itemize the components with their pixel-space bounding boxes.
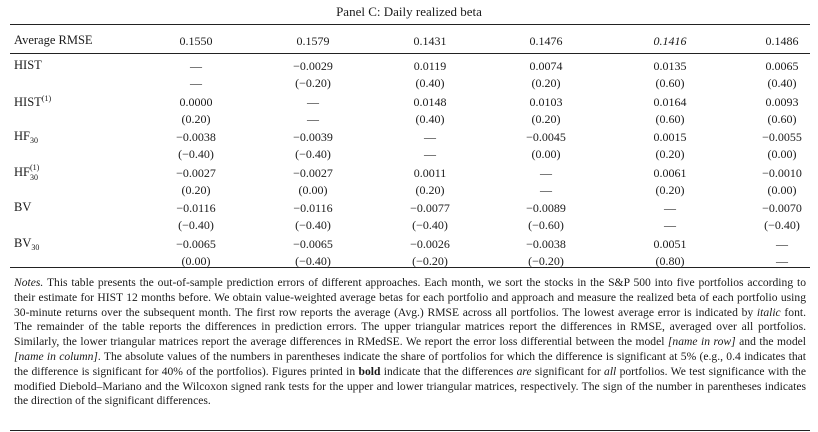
table-cell-value: 0.0164 [653,95,687,109]
table-cell-share: (−0.40) [295,254,331,268]
table-cell-share: — [540,183,552,197]
table-cell-value: −0.0055 [762,130,802,144]
table-cell-share: (0.20) [531,76,561,90]
table-cell-share: (0.00) [767,183,797,197]
table-cell-value: −0.0027 [176,166,216,180]
average-rmse-row [0,33,818,49]
row-label-text: HIST [14,95,42,109]
notes-bold-word: bold [358,364,381,378]
table-cell-share: (0.00) [767,147,797,161]
table-cell-share: (0.40) [767,76,797,90]
table-cell-value: 0.0119 [413,59,447,73]
row-label-text: HIST [14,58,42,72]
table-notes [14,276,806,409]
row-label-text: BV [14,200,32,214]
average-rmse-label: Average RMSE [14,33,93,47]
row-label-subscript: 30 [29,136,38,145]
table-cell-share: (−0.40) [178,147,214,161]
table-cell-value: 0.0061 [653,166,687,180]
header-rule [10,53,810,54]
table-cell-share: (0.60) [767,112,797,126]
table-cell-share: (0.60) [655,76,685,90]
table-cell-value: 0.0093 [765,95,799,109]
table-cell-value: 0.0103 [529,95,563,109]
table-cell-share: (0.20) [655,183,685,197]
row-label-text: BV [14,236,32,250]
row-label-superscript: (1) [29,163,40,172]
table-cell-share: (0.60) [655,112,685,126]
avg-rmse-hf30-1: 0.1476 [529,34,563,48]
table-cell-value: — [664,201,676,215]
avg-rmse-hist1: 0.1579 [296,34,330,48]
table-cell-share: (−0.40) [295,147,331,161]
table-cell-value: — [776,237,788,251]
row-label-text: HF [14,129,30,143]
notes-text-7: portfolios. We test significance with the modified Diebold–Mariano and the Wilcoxon signed rank tests for the upper and lower triangular matrices, respectively. The sign of the number in parentheses indicates the direction of the significant differences. [14,364,806,408]
avg-rmse-hist: 0.1550 [179,34,213,48]
table-cell-value: −0.0065 [176,237,216,251]
notes-name-in-column: [name in column] [14,349,98,363]
table-cell-share: (−0.40) [764,218,800,232]
table-cell-value: 0.0074 [529,59,563,73]
table-cell-share: (0.00) [298,183,328,197]
table-cell-share: (−0.20) [528,254,564,268]
row-label [14,165,40,180]
table-cell-value: −0.0065 [293,237,333,251]
notes-text-6: significant for [531,364,605,378]
table-cell-share: — [307,112,319,126]
table-cell-value: −0.0027 [293,166,333,180]
table-cell-value: 0.0065 [765,59,799,73]
table-cell-share: (−0.20) [295,76,331,90]
table-cell-value: — [307,95,319,109]
table-cell-value: −0.0039 [293,130,333,144]
notes-name-in-row: [name in row] [667,335,736,349]
table-cell-value: −0.0029 [293,59,333,73]
table-cell-value: −0.0077 [410,201,450,215]
table-cell-value: — [424,130,436,144]
table-cell-value: −0.0116 [176,201,216,215]
notes-all-word: all [604,364,617,378]
table-cell-share: (0.80) [655,254,685,268]
table-cell-share: — [190,76,202,90]
row-label [14,58,42,73]
notes-text-1: This table presents the out-of-sample prediction errors of different approaches. Each month, we sort the stocks in the S&P 500 into five portfolios according to their estimate for HIST 12 months before. We obtain value-weighted average betas for each portfolio and approach and measure the realized beta of each portfolio using 30-minute returns over the subsequent month. The first row reports the average (Avg.) RMSE across all portfolios. The lowest average error is indicated by [14,276,806,319]
row-label [14,94,51,110]
table-cell-value: 0.0015 [653,130,687,144]
notes-are-word: are [516,364,532,378]
row-label-superscript: (1) [41,94,52,103]
table-cell-value: −0.0116 [293,201,333,215]
table-cell-share: (0.20) [181,183,211,197]
table-cell-share: — [776,254,788,268]
table-cell-share: (−0.20) [412,254,448,268]
row-label-subscript: 30 [29,173,38,182]
notes-text-5: indicate that the differences [380,364,517,378]
table-cell-value: −0.0038 [526,237,566,251]
row-label [14,236,39,252]
table-cell-share: (−0.40) [178,218,214,232]
table-cell-value: −0.0026 [410,237,450,251]
table-cell-share: (0.20) [655,147,685,161]
panel-title: Panel C: Daily realized beta [336,4,482,19]
table-cell-share: (0.20) [181,112,211,126]
notes-text-4: . The absolute values of the numbers in parentheses indicate the share of portfolios for which the difference is significant at 5% (e.g., 0.4 indicates that the difference is significant for 40% of the portfolios). Figures printed in [14,349,806,378]
bottom-table-rule [10,267,810,268]
top-rule [10,24,810,25]
table-cell-share: (−0.60) [528,218,564,232]
table-cell-value: −0.0089 [526,201,566,215]
table-cell-value: — [540,166,552,180]
table-cell-value: 0.0000 [179,95,213,109]
table-cell-share: (0.20) [531,112,561,126]
table-cell-share: (−0.40) [412,218,448,232]
table-cell-share: — [664,218,676,232]
row-label [14,200,31,215]
row-label [14,129,38,145]
table-cell-value: −0.0045 [526,130,566,144]
notes-text-3: and the model [735,335,807,349]
avg-rmse-hf30: 0.1431 [413,34,447,48]
table-cell-value: 0.0148 [413,95,447,109]
row-label-indices [29,163,40,182]
table-cell-value: −0.0010 [762,166,802,180]
table-cell-value: 0.0011 [413,166,447,180]
notes-italic-word: italic [756,305,781,319]
avg-rmse-bv-lowest: 0.1416 [653,34,687,48]
table-cell-value: −0.0038 [176,130,216,144]
table-cell-share: (−0.40) [295,218,331,232]
table-cell-share: (0.20) [415,183,445,197]
notes-text-2: font. The remainder of the table reports the differences in prediction errors. The upper triangular matrices report the differences in RMSE, averaged over all portfolios. Similarly, the lower triangular matrices report the average differences in RMedSE. We report the error loss differential between the model [14,305,806,349]
notes-label: Notes. [14,276,44,289]
row-label-subscript: 30 [31,243,40,252]
table-cell-value: −0.0070 [762,201,802,215]
table-cell-share: (0.40) [415,112,445,126]
table-cell-value: — [190,59,202,73]
table-cell-share: (0.00) [181,254,211,268]
table-cell-value: 0.0051 [653,237,687,251]
row-label-text: HF [14,165,30,179]
table-cell-share: (0.40) [415,76,445,90]
table-cell-share: — [424,147,436,161]
table-cell-share: (0.00) [531,147,561,161]
table-cell-value: 0.0135 [653,59,687,73]
bottom-rule [10,430,810,431]
avg-rmse-bv30: 0.1486 [765,34,799,48]
